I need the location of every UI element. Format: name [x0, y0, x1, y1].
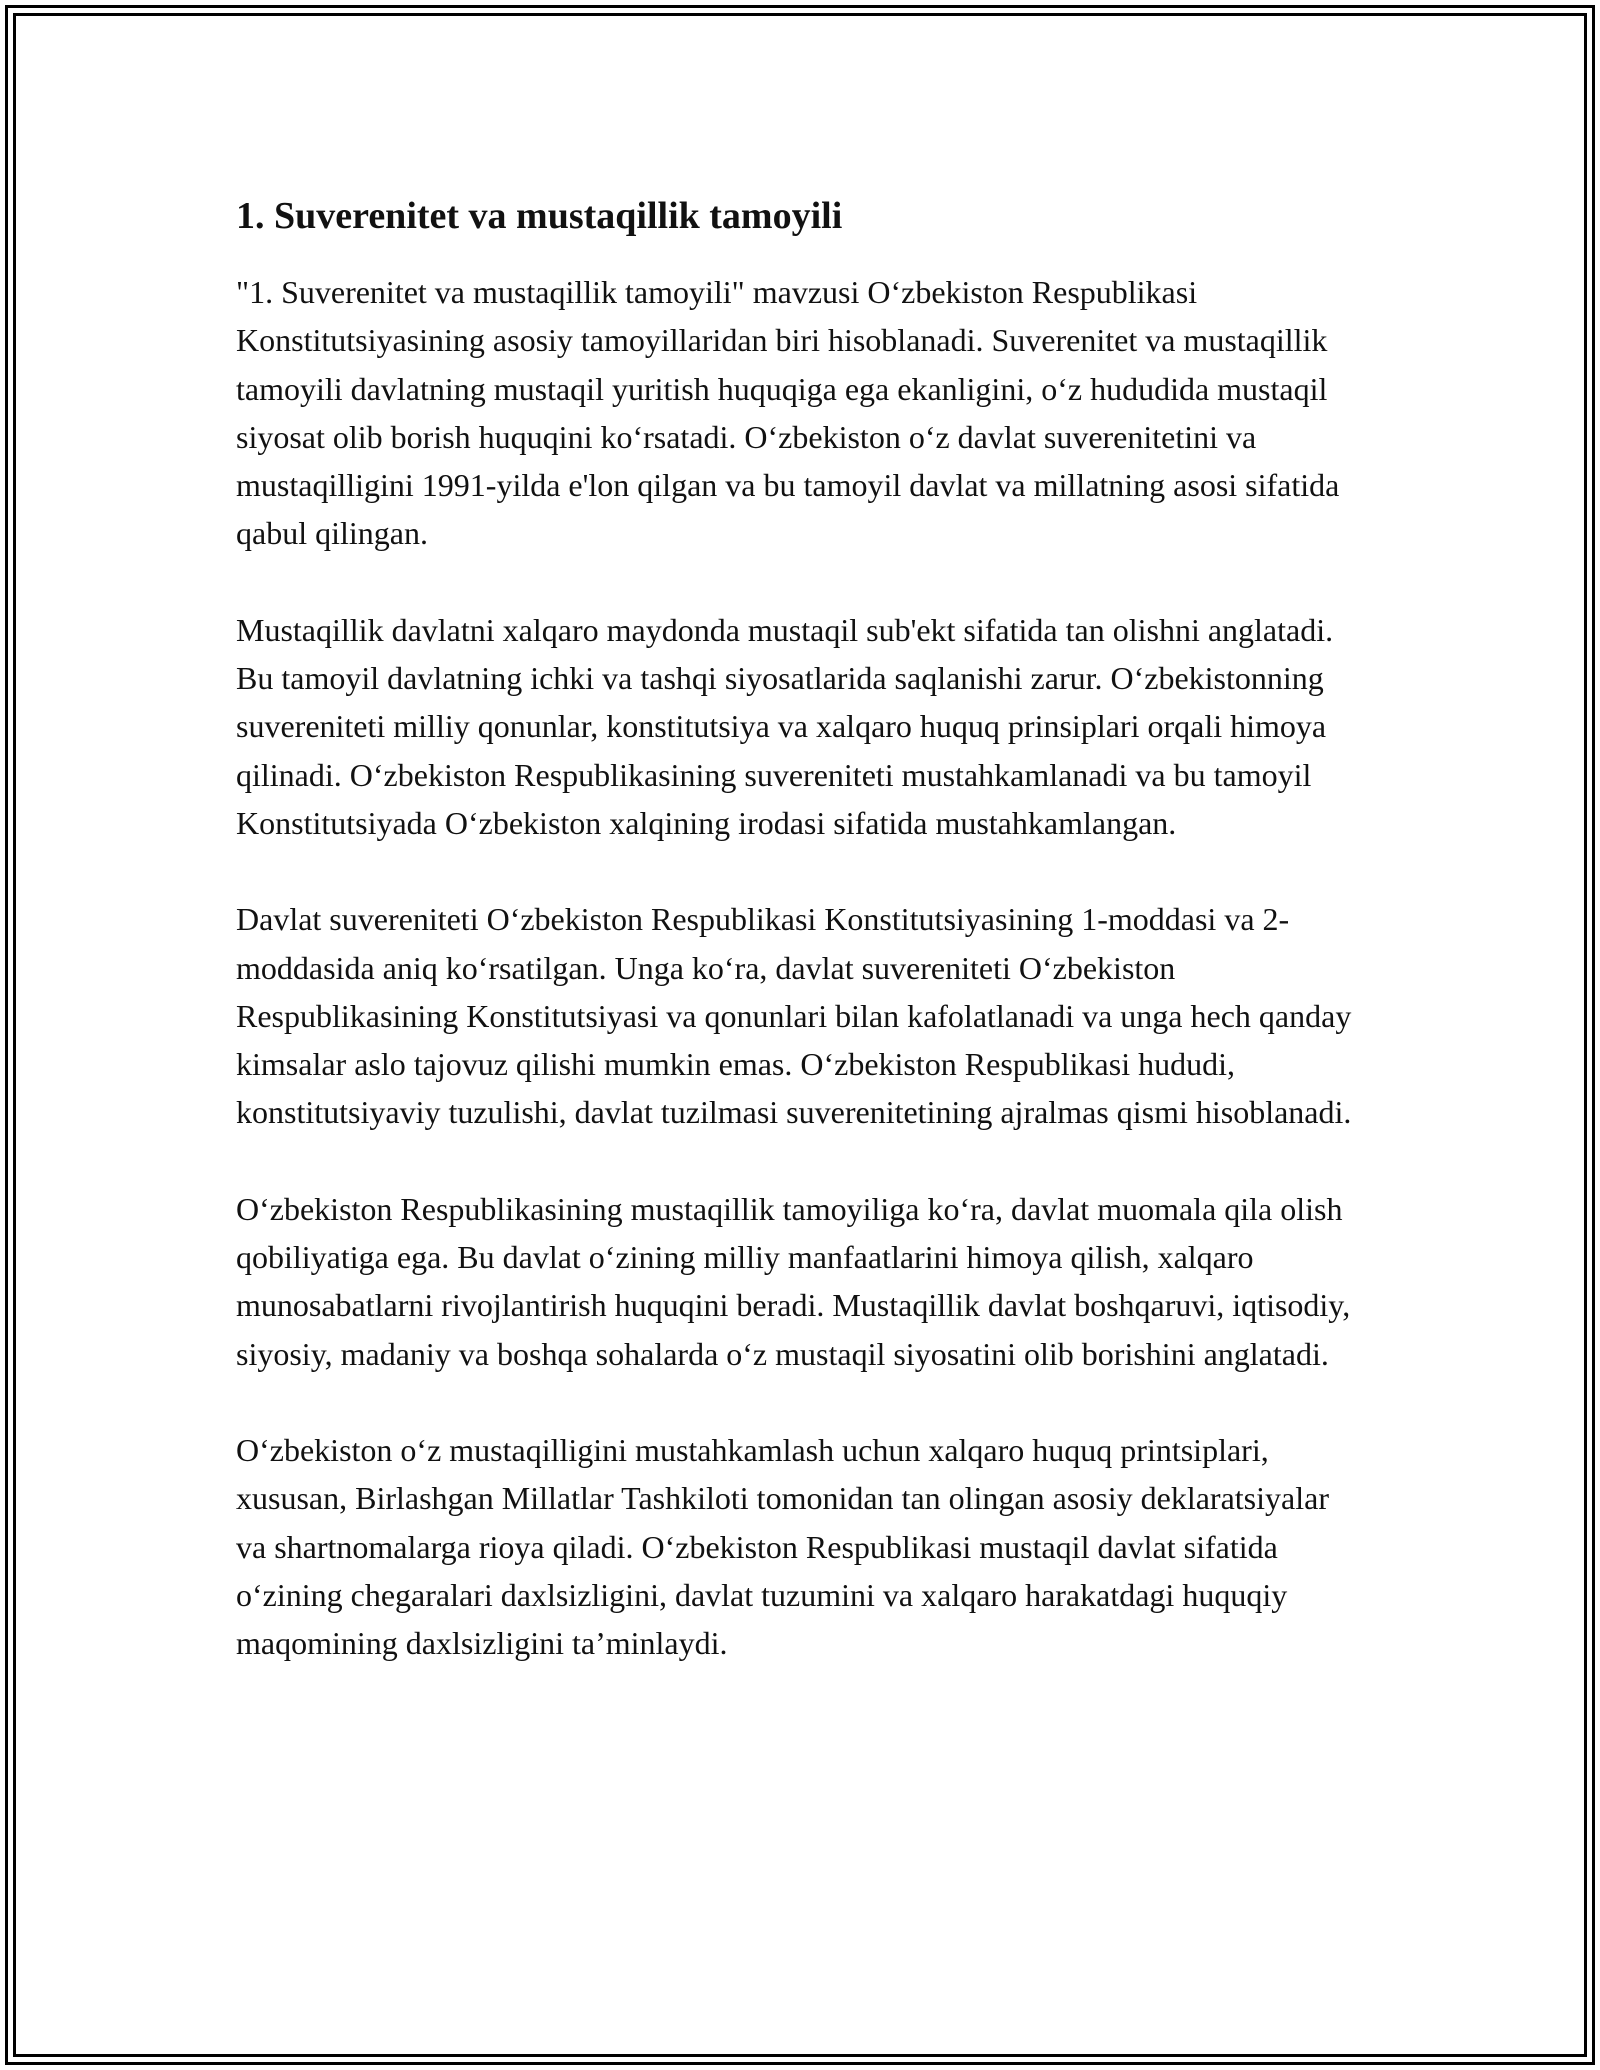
paragraph-5: O‘zbekiston o‘z mustaqilligini mustahkamlash uchun xalqaro huquq printsiplari, xususan, Birlashgan Millatlar Tashkiloti tomonidan tan olingan asosiy deklaratsiyalar va shartnomalarga rioya qiladi. O‘zbekiston Respublikasi mustaqil davlat sifatida o‘zining chegaralari daxlsizligini, davlat tuzumini va xalqaro harakatdagi huquqiy maqomining daxlsizligini ta’minlaydi.: [236, 1431, 1329, 1662]
paragraph-3: Davlat suvereniteti O‘zbekiston Respublikasi Konstitutsiyasining 1-moddasi va 2-moddasida aniq ko‘rsatilgan. Unga ko‘ra, davlat suvereniteti O‘zbekiston Respublikasining Konstitutsiyasi va qonunlari bilan kafolatlanadi va unga hech qanday kimsalar aslo tajovuz qilishi mumkin emas. O‘zbekiston Respublikasi hududi, konstitutsiyaviy tuzulishi, davlat tuzilmasi suverenitetining ajralmas qismi hisoblanadi.: [236, 901, 1352, 1131]
paragraph-1: "1. Suverenitet va mustaqillik tamoyili" mavzusi O‘zbekiston Respublikasi Konstitutsiyasining asosiy tamoyillaridan biri hisoblanadi. Suverenitet va mustaqillik tamoyili davlatning mustaqil yuritish huquqiga ega ekanligini, o‘z hududida mustaqil siyosat olib borish huquqini ko‘rsatadi. O‘zbekiston o‘z davlat suverenitetini va mustaqilligini 1991-yilda e'lon qilgan va bu tamoyil davlat va millatning asosi sifatida qabul qilingan.: [236, 274, 1340, 552]
paragraph-4: O‘zbekiston Respublikasining mustaqillik tamoyiliga ko‘ra, davlat muomala qila olish qobiliyatiga ega. Bu davlat o‘zining milliy manfaatlarini himoya qilish, xalqaro munosabatlarni rivojlantirish huquqini beradi. Mustaqillik davlat boshqaruvi, iqtisodiy, siyosiy, madaniy va boshqa sohalarda o‘z mustaqil siyosatini olib borishini anglatadi.: [236, 1190, 1351, 1372]
paragraph-2: Mustaqillik davlatni xalqaro maydonda mustaqil sub'ekt sifatida tan olishni anglatadi. Bu tamoyil davlatning ichki va tashqi siyosatlarida saqlanishi zarur. O‘zbekistonning suvereniteti milliy qonunlar, konstitutsiya va xalqaro huquq prinsiplari orqali himoya qilinadi. O‘zbekiston Respublikasining suvereniteti mustahkamlanadi va bu tamoyil Konstitutsiyada O‘zbekiston xalqining irodasi sifatida mustahkamlangan.: [236, 611, 1334, 841]
document-body: [236, 190, 1366, 1715]
section-heading: 1. Suverenitet va mustaqillik tamoyili: [236, 195, 843, 237]
